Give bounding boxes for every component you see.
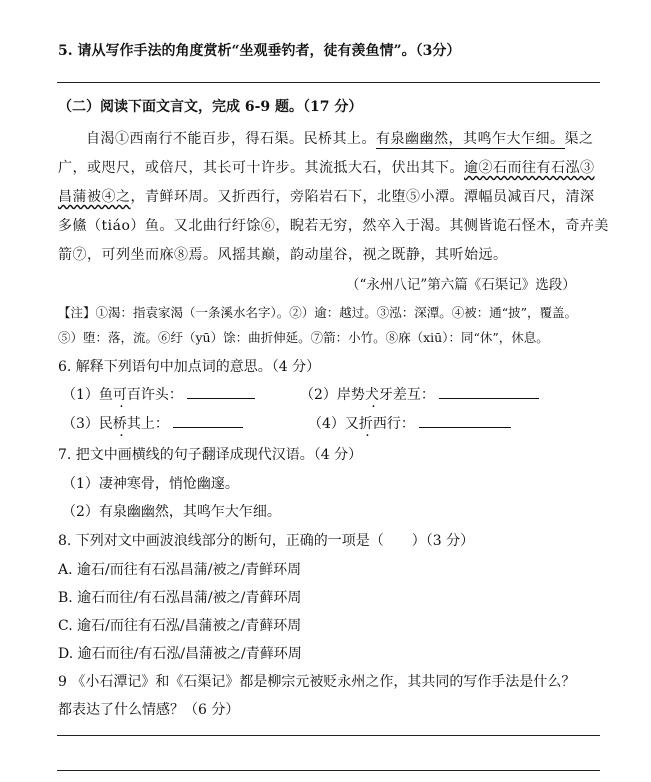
passage-text: ，青鲜环周。又折西行，旁陷岩石下，北堕⑤小潭。潭幅员减百尺，清深 xyxy=(130,189,595,205)
question-7: 7. 把文中画横线的句子翻译成现代汉语。（4 分） xyxy=(58,447,363,463)
passage-text: 渠之 xyxy=(564,131,594,147)
answer-line-q9 xyxy=(57,770,600,771)
wavy-underlined-phrase: 昌蒲被④之 xyxy=(58,189,131,205)
answer-blank[interactable] xyxy=(419,413,511,428)
question-5: 5. 请从写作手法的角度赏析“坐观垂钓者，徒有羡鱼情”。（3分） xyxy=(58,43,461,59)
passage-line-4: 多鯈（tiáo）鱼。又北曲行纡馀⑥，睨若无穷，然卒入于渴。其侧皆诡石怪木，奇卉美 xyxy=(58,218,609,234)
q8-option-b[interactable]: B. 逾石而往/有石泓昌蒲/被之/青藓环周 xyxy=(58,590,302,606)
q8-option-c[interactable]: C. 逾石/而往有石泓/昌蒲被之/青藓环周 xyxy=(58,618,302,634)
q6-item-text: （3）民 xyxy=(62,416,113,432)
wavy-underlined-phrase: 逾②石而往有石泓③ xyxy=(464,160,595,176)
q6-item-text: （2）岸势 xyxy=(300,387,365,403)
passage-line-5: 箭⑦，可列坐而庥⑧焉。风摇其巅，韵动崖谷，视之既静，其听始远。 xyxy=(58,247,508,263)
note-line-1: 【注】①渴：指袁家渴（一条溪水名字）。②）逾：越过。③泓：深潭。④被：通“披”，覆盖。 xyxy=(58,305,578,320)
answer-blank[interactable] xyxy=(439,384,539,399)
dotted-word: 可 xyxy=(112,387,127,403)
answer-blank[interactable] xyxy=(187,384,255,399)
note-line-2: ⑤）堕：落，流。⑥纡（yū）馀：曲折伸延。⑦箭：小竹。⑧庥（xiū）：同“休”，休息。 xyxy=(58,330,549,345)
passage-text: 广，或咫尺，或倍尺，其长可十许步。其流抵大石，伏出其下。 xyxy=(58,160,464,176)
question-9-line-1: 9 《小石潭记》和《石渠记》都是柳宗元被贬永州之作，其共同的写作手法是什么？ xyxy=(58,674,576,690)
q6-item-text: 西行： xyxy=(372,416,415,432)
answer-line-q5 xyxy=(57,82,600,83)
q8-option-d[interactable]: D. 逾石而往/有石泓/昌蒲被之/青藓环周 xyxy=(58,646,302,662)
q6-item-text: （4）又 xyxy=(308,416,359,432)
question-8: 8. 下列对文中画波浪线部分的断句，正确的一项是（ ）（3 分） xyxy=(58,533,475,549)
q7-item-2: （2）有泉幽幽然，其鸣乍大乍细。 xyxy=(62,504,281,520)
passage-text: 自渴①西南行不能百步，得石渠。民桥其上。 xyxy=(86,131,376,147)
dotted-word: 犬 xyxy=(364,387,379,403)
q6-item-text: 其上： xyxy=(126,416,169,432)
answer-blank[interactable] xyxy=(173,413,243,428)
passage-line-1 xyxy=(86,128,594,148)
answer-line-q9 xyxy=(57,735,600,736)
section-2-heading: （二）阅读下面文言文，完成 6-9 题。（17 分） xyxy=(58,99,363,115)
q6-item-3 xyxy=(62,413,243,433)
dotted-word: 桥 xyxy=(112,416,127,432)
passage-line-3 xyxy=(58,186,595,206)
q6-item-2 xyxy=(300,384,539,404)
q6-item-text: 牙差互： xyxy=(378,387,435,403)
dotted-word: 折 xyxy=(358,416,373,432)
q6-item-text: （1）鱼 xyxy=(62,387,113,403)
passage-line-2 xyxy=(58,157,595,177)
question-6: 6. 解释下列语句中加点词的意思。（4 分） xyxy=(58,359,321,375)
question-9-line-2: 都表达了什么情感？（6 分） xyxy=(58,702,240,718)
q6-item-4 xyxy=(308,413,511,433)
q6-item-1 xyxy=(62,384,255,404)
passage-source: （“永州八记”第六篇《石渠记》选段） xyxy=(346,277,576,293)
q6-item-text: 百许头： xyxy=(126,387,183,403)
q7-item-1: （1）凄神寒骨，悄怆幽邃。 xyxy=(62,476,239,492)
q8-option-a[interactable]: A. 逾石/而往有石泓昌蒲/被之/青鲜环周 xyxy=(58,562,302,578)
underlined-sentence: 有泉幽幽然，其鸣乍大乍细。 xyxy=(376,131,565,147)
